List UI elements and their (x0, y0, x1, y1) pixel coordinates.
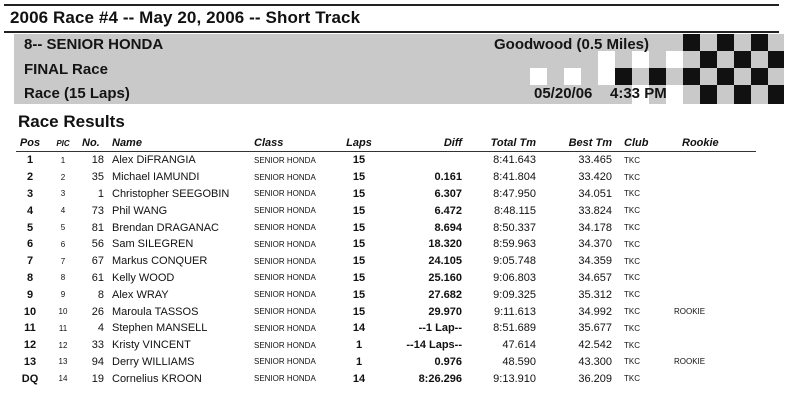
race-time: 4:33 PM (610, 85, 667, 102)
best-time-cell: 33.824 (578, 204, 612, 217)
total-time-cell: 8:51.689 (493, 322, 536, 335)
total-time-cell: 8:50.337 (493, 221, 536, 234)
table-row (16, 202, 756, 219)
diff-cell: 6.472 (434, 204, 462, 217)
diff-cell: --1 Lap-- (418, 322, 462, 335)
club-cell: TKC (624, 155, 640, 165)
diff-cell: 18.320 (428, 238, 462, 251)
diff-cell: 25.160 (428, 271, 462, 284)
table-header-row (16, 135, 756, 152)
class-cell: SENIOR HONDA (254, 155, 316, 165)
pos-cell: 10 (23, 305, 37, 318)
best-time-cell: 33.420 (578, 171, 612, 184)
best-time-cell: 35.312 (578, 288, 612, 301)
driver-name-cell: Sam SILEGREN (112, 238, 194, 251)
pic-cell: 7 (60, 256, 66, 266)
club-cell: TKC (624, 223, 640, 233)
race-header-banner (14, 34, 784, 104)
class-cell: SENIOR HONDA (254, 189, 316, 199)
driver-name-cell: Derry WILLIAMS (112, 355, 195, 368)
pic-cell: 2 (60, 172, 66, 182)
number-cell: 26 (91, 305, 104, 318)
track-name: Goodwood (0.5 Miles) (494, 36, 650, 53)
club-cell: TKC (624, 357, 640, 367)
pic-cell: 4 (60, 206, 66, 216)
pic-cell: 11 (58, 323, 68, 333)
total-time-cell: 8:48.115 (493, 204, 536, 217)
pic-cell: 8 (60, 273, 66, 283)
diff-cell: --14 Laps-- (406, 339, 462, 352)
col-header-rookie: Rookie (674, 135, 756, 152)
pic-cell: 3 (60, 189, 66, 199)
laps-cell: 15 (352, 271, 366, 284)
laps-cell: 15 (352, 221, 366, 234)
class-heading: 8-- SENIOR HONDA (24, 36, 164, 53)
number-cell: 73 (91, 204, 104, 217)
diff-cell: 24.105 (428, 255, 462, 268)
pos-cell: 4 (26, 204, 34, 217)
number-cell: 18 (91, 154, 104, 167)
class-cell: SENIOR HONDA (254, 290, 316, 300)
driver-name-cell: Phil WANG (112, 204, 168, 217)
rookie-cell (674, 270, 756, 287)
driver-name-cell: Kelly WOOD (112, 271, 175, 284)
diff-cell (384, 152, 466, 169)
best-time-cell: 35.677 (578, 322, 612, 335)
class-cell: SENIOR HONDA (254, 374, 316, 384)
club-cell: TKC (624, 290, 640, 300)
top-rule (4, 4, 779, 6)
best-time-cell: 34.178 (578, 221, 612, 234)
pos-cell: 9 (26, 288, 34, 301)
number-cell: 67 (91, 255, 104, 268)
pos-cell: 5 (26, 221, 34, 234)
diff-cell: 8.694 (434, 221, 462, 234)
pos-cell: 8 (26, 271, 34, 284)
race-type: FINAL Race (24, 61, 108, 78)
col-header-diff: Diff (384, 135, 466, 152)
pos-cell: 2 (26, 171, 34, 184)
best-time-cell: 34.051 (578, 187, 612, 200)
driver-name-cell: Michael IAMUNDI (112, 171, 200, 184)
class-cell: SENIOR HONDA (254, 357, 316, 367)
rookie-cell (674, 169, 756, 186)
table-row (16, 169, 756, 186)
rookie-cell (674, 202, 756, 219)
best-time-cell: 36.209 (578, 372, 612, 385)
race-laps: Race (15 Laps) (24, 85, 130, 102)
laps-cell: 15 (352, 305, 366, 318)
rookie-cell (674, 286, 756, 303)
col-header-laps: Laps (334, 135, 384, 152)
number-cell: 8 (97, 288, 104, 301)
best-time-cell: 33.465 (578, 154, 612, 167)
laps-cell: 1 (355, 339, 363, 352)
driver-name-cell: Markus CONQUER (112, 255, 208, 268)
best-time-cell: 34.657 (578, 271, 612, 284)
class-cell: SENIOR HONDA (254, 206, 316, 216)
laps-cell: 15 (352, 154, 366, 167)
col-header-class: Class (254, 135, 334, 152)
driver-name-cell: Alex WRAY (112, 288, 169, 301)
pos-cell: DQ (21, 372, 39, 385)
total-time-cell: 8:41.643 (493, 154, 536, 167)
rookie-cell (674, 253, 756, 270)
laps-cell: 15 (352, 171, 366, 184)
diff-cell: 8:26.296 (418, 372, 462, 385)
class-cell: SENIOR HONDA (254, 239, 316, 249)
pic-cell: 13 (58, 357, 68, 367)
page-title: 2006 Race #4 -- May 20, 2006 -- Short Track (10, 8, 361, 27)
title-rule (4, 31, 779, 33)
number-cell: 33 (91, 339, 104, 352)
col-header-total-time: Total Tm (466, 135, 548, 152)
driver-name-cell: Stephen MANSELL (112, 322, 208, 335)
number-cell: 81 (91, 221, 104, 234)
best-time-cell: 34.359 (578, 255, 612, 268)
laps-cell: 14 (352, 322, 366, 335)
number-cell: 56 (91, 238, 104, 251)
club-cell: TKC (624, 189, 640, 199)
table-row (16, 303, 756, 320)
pic-cell: 1 (60, 155, 66, 165)
class-cell: SENIOR HONDA (254, 273, 316, 283)
club-cell: TKC (624, 256, 640, 266)
laps-cell: 14 (352, 372, 366, 385)
pic-cell: 6 (60, 239, 66, 249)
total-time-cell: 9:05.748 (493, 255, 536, 268)
total-time-cell: 8:59.963 (493, 238, 536, 251)
rookie-cell (674, 337, 756, 354)
total-time-cell: 47.614 (502, 339, 536, 352)
best-time-cell: 34.992 (578, 305, 612, 318)
rookie-cell (674, 152, 756, 169)
col-header-pic: PIC (44, 135, 82, 152)
pos-cell: 3 (26, 187, 34, 200)
col-header-club: Club (624, 135, 674, 152)
rookie-cell: ROOKIE (674, 307, 706, 317)
rookie-cell: ROOKIE (674, 357, 706, 367)
driver-name-cell: Maroula TASSOS (112, 305, 199, 318)
driver-name-cell: Christopher SEEGOBIN (112, 187, 230, 200)
table-row (16, 219, 756, 236)
number-cell: 1 (97, 187, 104, 200)
number-cell: 35 (91, 171, 104, 184)
laps-cell: 15 (352, 238, 366, 251)
number-cell: 61 (91, 271, 104, 284)
pic-cell: 5 (60, 223, 66, 233)
best-time-cell: 43.300 (578, 355, 612, 368)
number-cell: 94 (91, 355, 104, 368)
number-cell: 4 (97, 322, 104, 335)
total-time-cell: 9:13.910 (493, 372, 536, 385)
rookie-cell (674, 236, 756, 253)
class-cell: SENIOR HONDA (254, 223, 316, 233)
class-cell: SENIOR HONDA (254, 307, 316, 317)
laps-cell: 15 (352, 288, 366, 301)
diff-cell: 6.307 (434, 187, 462, 200)
class-cell: SENIOR HONDA (254, 172, 316, 182)
club-cell: TKC (624, 323, 640, 333)
rookie-cell (674, 370, 756, 387)
club-cell: TKC (624, 172, 640, 182)
club-cell: TKC (624, 239, 640, 249)
table-row (16, 186, 756, 203)
class-cell: SENIOR HONDA (254, 340, 316, 350)
laps-cell: 15 (352, 187, 366, 200)
class-cell: SENIOR HONDA (254, 323, 316, 333)
diff-cell: 27.682 (428, 288, 462, 301)
laps-cell: 15 (352, 204, 366, 217)
pos-cell: 6 (26, 238, 34, 251)
total-time-cell: 8:41.804 (493, 171, 536, 184)
total-time-cell: 8:47.950 (493, 187, 536, 200)
race-date: 05/20/06 (534, 85, 593, 102)
number-cell: 19 (91, 372, 104, 385)
rookie-cell (674, 219, 756, 236)
section-title: Race Results (18, 112, 125, 131)
driver-name-cell: Brendan DRAGANAC (112, 221, 219, 234)
rookie-cell (674, 186, 756, 203)
pos-cell: 11 (24, 322, 36, 335)
table-row (16, 354, 756, 371)
results-body (16, 152, 756, 388)
club-cell: TKC (624, 340, 640, 350)
col-header-pos: Pos (16, 135, 44, 152)
col-header-name: Name (112, 135, 254, 152)
total-time-cell: 9:06.803 (493, 271, 536, 284)
laps-cell: 15 (352, 255, 366, 268)
pos-cell: 12 (23, 339, 37, 352)
table-row (16, 253, 756, 270)
pos-cell: 13 (23, 355, 37, 368)
results-table (16, 135, 756, 387)
club-cell: TKC (624, 206, 640, 216)
col-header-no: No. (82, 135, 112, 152)
total-time-cell: 9:11.613 (493, 305, 536, 318)
rookie-cell (674, 320, 756, 337)
pic-cell: 10 (58, 307, 68, 317)
best-time-cell: 42.542 (578, 339, 612, 352)
driver-name-cell: Alex DiFRANGIA (112, 154, 196, 167)
table-row (16, 320, 756, 337)
diff-cell: 0.976 (434, 355, 462, 368)
diff-cell: 0.161 (434, 171, 462, 184)
club-cell: TKC (624, 374, 640, 384)
pic-cell: 14 (58, 374, 68, 384)
pos-cell: 7 (26, 255, 34, 268)
club-cell: TKC (624, 273, 640, 283)
club-cell: TKC (624, 307, 640, 317)
table-row (16, 286, 756, 303)
table-row (16, 270, 756, 287)
total-time-cell: 9:09.325 (493, 288, 536, 301)
table-row (16, 370, 756, 387)
class-cell: SENIOR HONDA (254, 256, 316, 266)
pic-cell: 9 (60, 290, 66, 300)
table-row (16, 337, 756, 354)
pos-cell: 1 (26, 154, 34, 167)
pic-cell: 12 (58, 340, 68, 350)
laps-cell: 1 (355, 355, 363, 368)
best-time-cell: 34.370 (578, 238, 612, 251)
total-time-cell: 48.590 (502, 355, 536, 368)
driver-name-cell: Cornelius KROON (112, 372, 202, 385)
diff-cell: 29.970 (428, 305, 462, 318)
table-row (16, 236, 756, 253)
driver-name-cell: Kristy VINCENT (112, 339, 191, 352)
col-header-best-time: Best Tm (548, 135, 624, 152)
table-row (16, 152, 756, 169)
